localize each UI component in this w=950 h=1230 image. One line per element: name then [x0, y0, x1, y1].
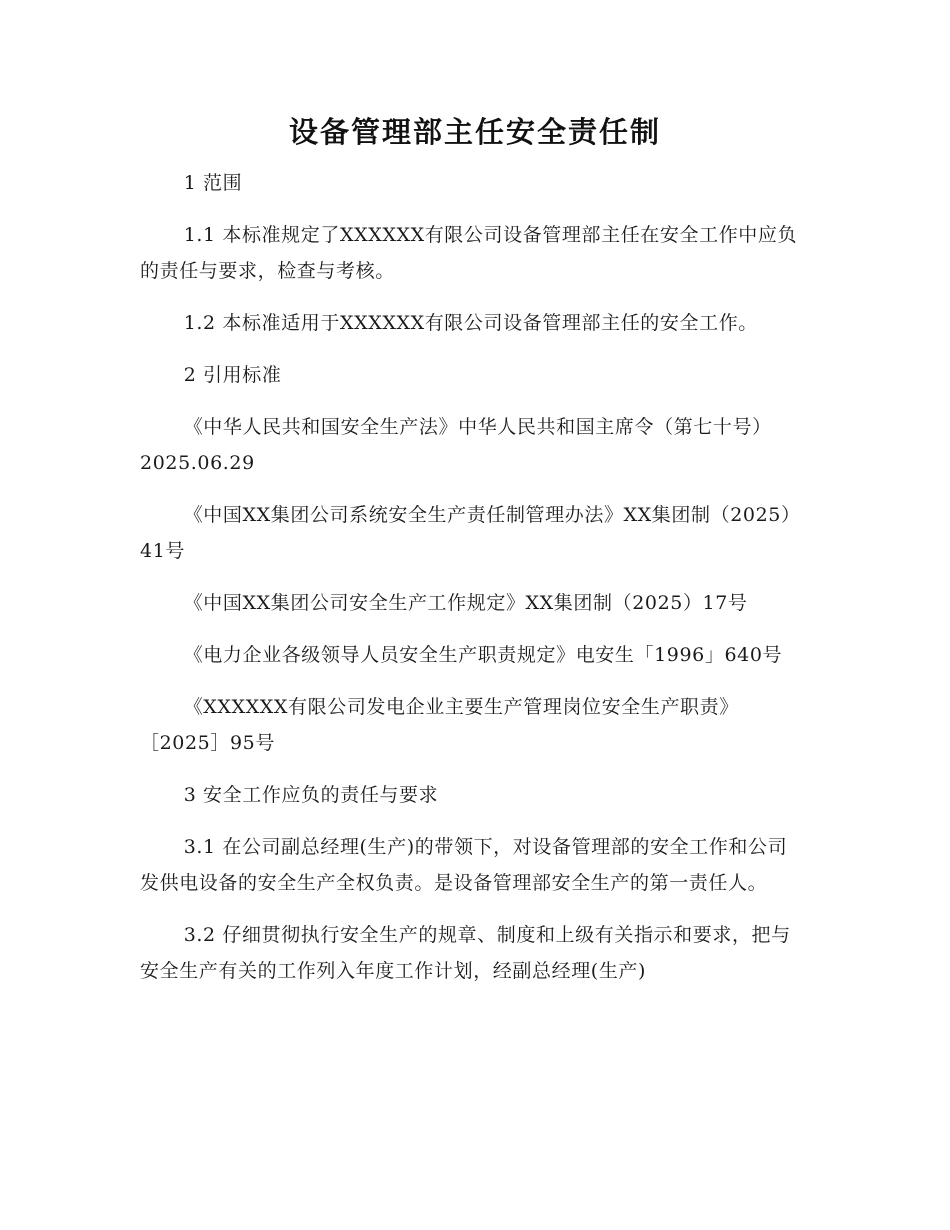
reference-item: 《XXXXXX有限公司发电企业主要生产管理岗位安全生产职责》［2025］95号 — [140, 696, 739, 754]
section-heading-responsibilities: 3 安全工作应负的责任与要求 — [183, 784, 439, 806]
section-heading-references: 2 引用标准 — [183, 364, 282, 386]
reference-item: 《中华人民共和国安全生产法》中华人民共和国主席令（第七十号）2025.06.29 — [140, 416, 772, 474]
paragraph-1-2: 1.2 本标准适用于XXXXXX有限公司设备管理部主任的安全工作。 — [183, 312, 758, 334]
reference-item: 《中国XX集团公司安全生产工作规定》XX集团制（2025）17号 — [183, 592, 748, 614]
document-body — [140, 165, 805, 1005]
paragraph-3-2: 3.2 仔细贯彻执行安全生产的规章、制度和上级有关指示和要求，把与安全生产有关的工作列入年度工作计划，经副总经理(生产) — [140, 924, 791, 982]
document-title: 设备管理部主任安全责任制 — [288, 115, 661, 149]
paragraph-3-1: 3.1 在公司副总经理(生产)的带领下，对设备管理部的安全工作和公司发供电设备的安全生产全权负责。是设备管理部安全生产的第一责任人。 — [140, 836, 788, 894]
paragraph-1-1: 1.1 本标准规定了XXXXXX有限公司设备管理部主任在安全工作中应负的责任与要求，检查与考核。 — [140, 224, 798, 282]
reference-item: 《电力企业各级领导人员安全生产职责规定》电安生「1996」640号 — [183, 644, 783, 666]
section-heading-scope: 1 范围 — [183, 172, 243, 194]
reference-item: 《中国XX集团公司系统安全生产责任制管理办法》XX集团制（2025）41号 — [140, 504, 801, 562]
